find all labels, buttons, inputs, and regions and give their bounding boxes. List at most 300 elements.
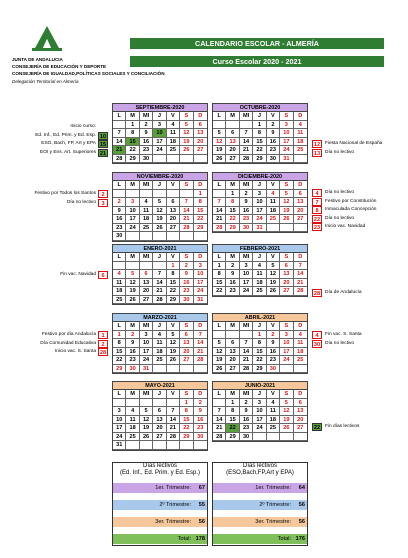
day-cell: 2 [267,331,280,340]
weekday-header: L [213,112,226,121]
weekday-header: J [253,390,266,399]
day-cell: 25 [267,424,280,433]
day-cell: 16 [113,215,126,224]
day-cell: 7 [167,407,180,416]
day-cell: 11 [126,416,139,425]
weekday-header: J [153,112,166,121]
weekday-header: V [167,253,180,262]
day-cell: 14 [294,270,307,279]
weekday-header: D [294,253,307,262]
day-cell: 13 [167,207,180,216]
month-grid [213,322,307,373]
summary-row [113,517,207,527]
day-cell: 11 [153,339,166,348]
day-cell: 26 [267,287,280,296]
empty-cell [140,441,153,450]
day-cell: 29 [253,365,266,374]
weekday-header: V [267,390,280,399]
day-cell: 3 [126,198,139,207]
school-year-subtitle: Curso Escolar 2020 - 2021 [130,56,384,67]
right-note-badge: 8 [312,206,322,214]
day-cell: 19 [153,215,166,224]
day-cell: 22 [113,356,126,365]
org-line-4: Delegación Territorial en Almería [12,79,79,84]
weekday-header: D [294,322,307,331]
summary-row-value: 176 [295,536,305,542]
weekday-header: S [280,112,293,121]
weekday-header: J [153,181,166,190]
day-cell: 13 [153,416,166,425]
day-cell: 7 [213,198,226,207]
day-cell: 16 [267,348,280,357]
summary-row-value: 178 [195,536,205,542]
day-cell: 15 [126,138,139,147]
weekday-header: D [294,181,307,190]
weekday-header: M [126,322,139,331]
day-cell: 27 [294,215,307,224]
day-cell: 28 [194,356,207,365]
month-title: OCTUBRE-2020 [213,104,307,112]
day-cell: 4 [294,121,307,130]
day-cell: 26 [140,433,153,442]
weekday-header: V [167,322,180,331]
day-cell: 1 [126,121,139,130]
left-note-text: ESO, Bach, FP, Art y EPA [41,141,96,146]
month-title: MARZO-2021 [113,314,207,322]
day-cell: 22 [167,287,180,296]
day-cell: 26 [213,365,226,374]
month-title: ENERO-2021 [113,245,207,253]
day-cell: 9 [226,270,239,279]
weekday-header: J [253,181,266,190]
day-cell: 14 [240,138,253,147]
weekday-header: J [253,112,266,121]
empty-cell [167,399,180,408]
day-cell: 12 [126,279,139,288]
calendar-title: CALENDARIO ESCOLAR - ALMERÍA [130,38,384,49]
weekday-header: S [180,253,193,262]
month-grid [113,322,207,373]
weekday-header: MI [240,390,253,399]
right-note-text: Inmaculada Concepción [325,207,377,212]
day-cell: 30 [240,224,253,233]
day-cell: 16 [226,279,239,288]
day-cell: 31 [113,441,126,450]
day-cell: 12 [140,416,153,425]
weekday-header: M [126,112,139,121]
day-cell: 14 [180,207,193,216]
right-note-text: Festivo por Constitución [325,198,377,204]
day-cell: 4 [267,190,280,199]
day-cell: 8 [253,129,266,138]
day-cell: 10 [253,198,266,207]
day-cell: 18 [267,207,280,216]
weekday-header: D [194,322,207,331]
empty-cell [180,232,193,241]
empty-cell [180,155,193,164]
summary-row-value: 67 [198,485,205,491]
day-cell: 13 [226,348,239,357]
summary-right-head1: Días lectivos [242,463,277,469]
day-cell: 19 [213,356,226,365]
day-cell: 2 [267,121,280,130]
left-note-badge: 21 [99,150,107,157]
day-cell: 17 [113,424,126,433]
day-cell: 9 [240,407,253,416]
org-line-3: CONSEJERÍA DE IGUALDAD,POLÍTICAS SOCIALES Y CONCILIACIÓN [12,71,165,76]
day-cell: 10 [253,407,266,416]
day-cell: 20 [194,138,207,147]
day-cell: 14 [113,138,126,147]
weekday-header: MI [140,181,153,190]
day-cell: 17 [194,279,207,288]
day-cell: 15 [167,279,180,288]
month-title: FEBRERO-2021 [213,245,307,253]
weekday-header: MI [140,112,153,121]
weekday-header: L [213,181,226,190]
empty-cell [280,433,293,442]
weekday-header: L [113,253,126,262]
day-cell: 2 [226,262,239,271]
empty-cell [153,399,166,408]
empty-cell [167,441,180,450]
weekday-header: S [180,112,193,121]
day-cell: 24 [240,287,253,296]
day-cell: 27 [280,287,293,296]
day-cell: 24 [280,356,293,365]
day-cell: 3 [280,331,293,340]
day-cell: 20 [153,424,166,433]
day-cell: 4 [140,198,153,207]
weekday-header: J [153,390,166,399]
day-cell: 28 [153,296,166,305]
month-title: NOVIEMBRE-2020 [113,173,207,181]
day-cell: 1 [226,190,239,199]
day-cell: 16 [126,348,139,357]
day-cell: 27 [153,433,166,442]
day-cell: 31 [253,224,266,233]
day-cell: 13 [294,198,307,207]
day-cell: 8 [213,270,226,279]
day-cell: 20 [280,279,293,288]
day-cell: 7 [113,129,126,138]
day-cell: 28 [294,287,307,296]
day-cell: 23 [267,356,280,365]
day-cell: 19 [267,279,280,288]
left-note-text: Festivo por Todos los Santos [34,191,96,196]
day-cell: 9 [194,407,207,416]
summary-row-label: 3er. Trimestre: [155,519,191,525]
day-cell: 10 [140,339,153,348]
weekday-header: L [113,181,126,190]
day-cell: 3 [153,121,166,130]
day-cell: 16 [180,279,193,288]
day-cell: 9 [240,198,253,207]
day-cell: 10 [153,129,166,138]
right-note-badge: 23 [313,225,321,231]
empty-cell [167,155,180,164]
empty-cell [226,331,239,340]
month-calendar [112,381,208,451]
right-note-badge: 12 [313,142,321,148]
day-cell: 7 [294,262,307,271]
day-cell: 6 [180,331,193,340]
weekday-header: V [267,253,280,262]
day-cell: 21 [194,348,207,357]
right-note-badge: 7 [312,198,322,206]
day-cell: 18 [294,348,307,357]
weekday-header: D [294,112,307,121]
empty-cell [140,399,153,408]
weekday-header: D [294,390,307,399]
day-cell: 4 [253,262,266,271]
day-cell: 31 [280,155,293,164]
day-cell: 25 [294,356,307,365]
empty-cell [180,441,193,450]
right-note-badge: 28 [313,291,321,297]
summary-row [113,534,207,544]
right-note-badge: 22 [313,425,321,431]
right-note-badge: 4 [312,189,322,197]
day-cell: 27 [194,146,207,155]
day-cell: 8 [253,339,266,348]
day-cell: 20 [294,416,307,425]
day-cell: 30 [194,433,207,442]
day-cell: 18 [126,424,139,433]
day-cell: 1 [253,121,266,130]
day-cell: 22 [226,215,239,224]
summary-row [213,483,307,493]
empty-cell [126,262,139,271]
weekday-header: D [194,112,207,121]
right-note-text: Fin días lectivos [325,424,360,429]
day-cell: 17 [280,138,293,147]
day-cell: 11 [253,270,266,279]
day-cell: 13 [180,339,193,348]
day-cell: 26 [153,224,166,233]
day-cell: 29 [167,296,180,305]
day-cell: 18 [167,138,180,147]
left-note-badge: 10 [99,133,107,140]
left-note-text: Festivo por día Andalucía [41,332,96,337]
day-cell: 26 [180,146,193,155]
empty-cell [153,155,166,164]
summary-row-value: 56 [298,502,305,508]
day-cell: 6 [226,129,239,138]
day-cell: 6 [153,407,166,416]
day-cell: 16 [240,416,253,425]
weekday-header: D [194,181,207,190]
empty-cell [113,121,126,130]
month-title: DICIEMBRE-2020 [213,173,307,181]
weekday-header: V [267,112,280,121]
day-cell: 1 [226,399,239,408]
day-cell: 24 [140,356,153,365]
day-cell: 7 [153,270,166,279]
day-cell: 17 [126,215,139,224]
day-cell: 3 [253,399,266,408]
month-calendar [212,313,308,374]
day-cell: 1 [113,331,126,340]
day-cell: 11 [167,129,180,138]
day-cell: 17 [153,138,166,147]
day-cell: 3 [140,331,153,340]
day-cell: 5 [180,121,193,130]
left-note-badge: 3 [98,199,108,207]
org-line-2: CONSEJERÍA DE EDUCACIÓN Y DEPORTE [12,64,107,69]
month-title: JUNIO-2021 [213,382,307,390]
weekday-header: V [167,390,180,399]
weekday-header: S [280,253,293,262]
weekday-header: L [213,390,226,399]
left-note-badge: 1 [98,331,108,339]
weekday-header: L [213,322,226,331]
left-note-badge: 28 [99,350,107,356]
day-cell: 28 [167,433,180,442]
day-cell: 16 [194,416,207,425]
day-cell: 27 [140,296,153,305]
weekday-header: MI [240,112,253,121]
day-cell: 12 [213,138,226,147]
day-cell: 17 [253,207,266,216]
summary-left-head1: Días lectivos [142,463,177,469]
day-cell: 21 [153,287,166,296]
day-cell: 12 [280,407,293,416]
day-cell: 23 [267,146,280,155]
weekday-header: M [126,253,139,262]
empty-cell [294,155,307,164]
day-cell: 25 [253,287,266,296]
empty-cell [126,190,139,199]
right-note-badge: 4 [312,331,322,339]
day-cell: 15 [253,348,266,357]
day-cell: 2 [240,190,253,199]
day-cell: 21 [213,215,226,224]
day-cell: 24 [253,424,266,433]
empty-cell [140,190,153,199]
empty-cell [253,433,266,442]
day-cell: 3 [253,190,266,199]
day-cell: 18 [153,348,166,357]
day-cell: 31 [140,365,153,374]
summary-row-label: Total: [177,536,191,542]
day-cell: 8 [167,270,180,279]
day-cell: 10 [194,270,207,279]
day-cell: 14 [213,416,226,425]
empty-cell [140,232,153,241]
day-cell: 20 [226,146,239,155]
day-cell: 29 [126,155,139,164]
day-cell: 12 [180,129,193,138]
empty-cell [267,433,280,442]
day-cell: 28 [240,365,253,374]
day-cell: 29 [113,365,126,374]
day-cell: 6 [280,262,293,271]
day-cell: 24 [113,433,126,442]
day-cell: 5 [153,198,166,207]
day-cell: 6 [294,399,307,408]
day-cell: 15 [226,416,239,425]
day-cell: 30 [140,155,153,164]
day-cell: 25 [294,146,307,155]
day-cell: 15 [226,207,239,216]
junta-andalucia-logo [30,24,64,52]
day-cell: 16 [140,138,153,147]
left-note-text: Ed. Inf., Ed. Prim. y Ed. Esp. [35,132,96,138]
day-cell: 9 [267,129,280,138]
day-cell: 2 [140,121,153,130]
summary-row-label: 2º Trimestre: [159,502,191,508]
day-cell: 6 [194,121,207,130]
day-cell: 18 [267,416,280,425]
month-title: MAYO-2021 [113,382,207,390]
right-note-text: Día no lectivo [325,215,355,221]
right-note-text: Día de Andalucía [325,290,362,295]
day-cell: 2 [194,399,207,408]
day-cell: 26 [126,296,139,305]
month-calendar [112,103,208,164]
empty-cell [167,365,180,374]
day-cell: 27 [226,155,239,164]
day-cell: 25 [267,215,280,224]
day-cell: 21 [240,146,253,155]
empty-cell [126,399,139,408]
day-cell: 25 [113,296,126,305]
left-note-text: Fin vac. Navidad [60,272,96,277]
day-cell: 12 [280,198,293,207]
day-cell: 11 [140,207,153,216]
weekday-header: D [194,390,207,399]
day-cell: 23 [113,224,126,233]
day-cell: 9 [113,207,126,216]
day-cell: 16 [267,138,280,147]
day-cell: 30 [126,365,139,374]
empty-cell [153,262,166,271]
weekday-header: J [253,322,266,331]
day-cell: 4 [294,331,307,340]
day-cell: 23 [140,146,153,155]
empty-cell [180,365,193,374]
left-note-text: Inicio curso: [70,124,96,129]
day-cell: 8 [126,129,139,138]
day-cell: 7 [180,198,193,207]
day-cell: 18 [294,138,307,147]
day-cell: 22 [253,356,266,365]
empty-cell [113,262,126,271]
month-calendar [212,244,308,297]
day-cell: 15 [180,416,193,425]
day-cell: 7 [194,331,207,340]
day-cell: 5 [140,407,153,416]
weekday-header: S [280,181,293,190]
day-cell: 23 [180,287,193,296]
day-cell: 25 [167,146,180,155]
weekday-header: S [280,390,293,399]
right-note-text: Fin vac. S. Santa [325,332,362,337]
day-cell: 14 [213,207,226,216]
summary-row-value: 56 [298,519,305,525]
day-cell: 8 [194,198,207,207]
weekday-header: V [267,322,280,331]
weekday-header: MI [140,390,153,399]
day-cell: 14 [167,416,180,425]
empty-cell [140,262,153,271]
day-cell: 28 [113,155,126,164]
day-cell: 3 [280,121,293,130]
weekday-header: M [226,322,239,331]
day-cell: 14 [194,339,207,348]
right-note-badge: 13 [313,150,321,157]
